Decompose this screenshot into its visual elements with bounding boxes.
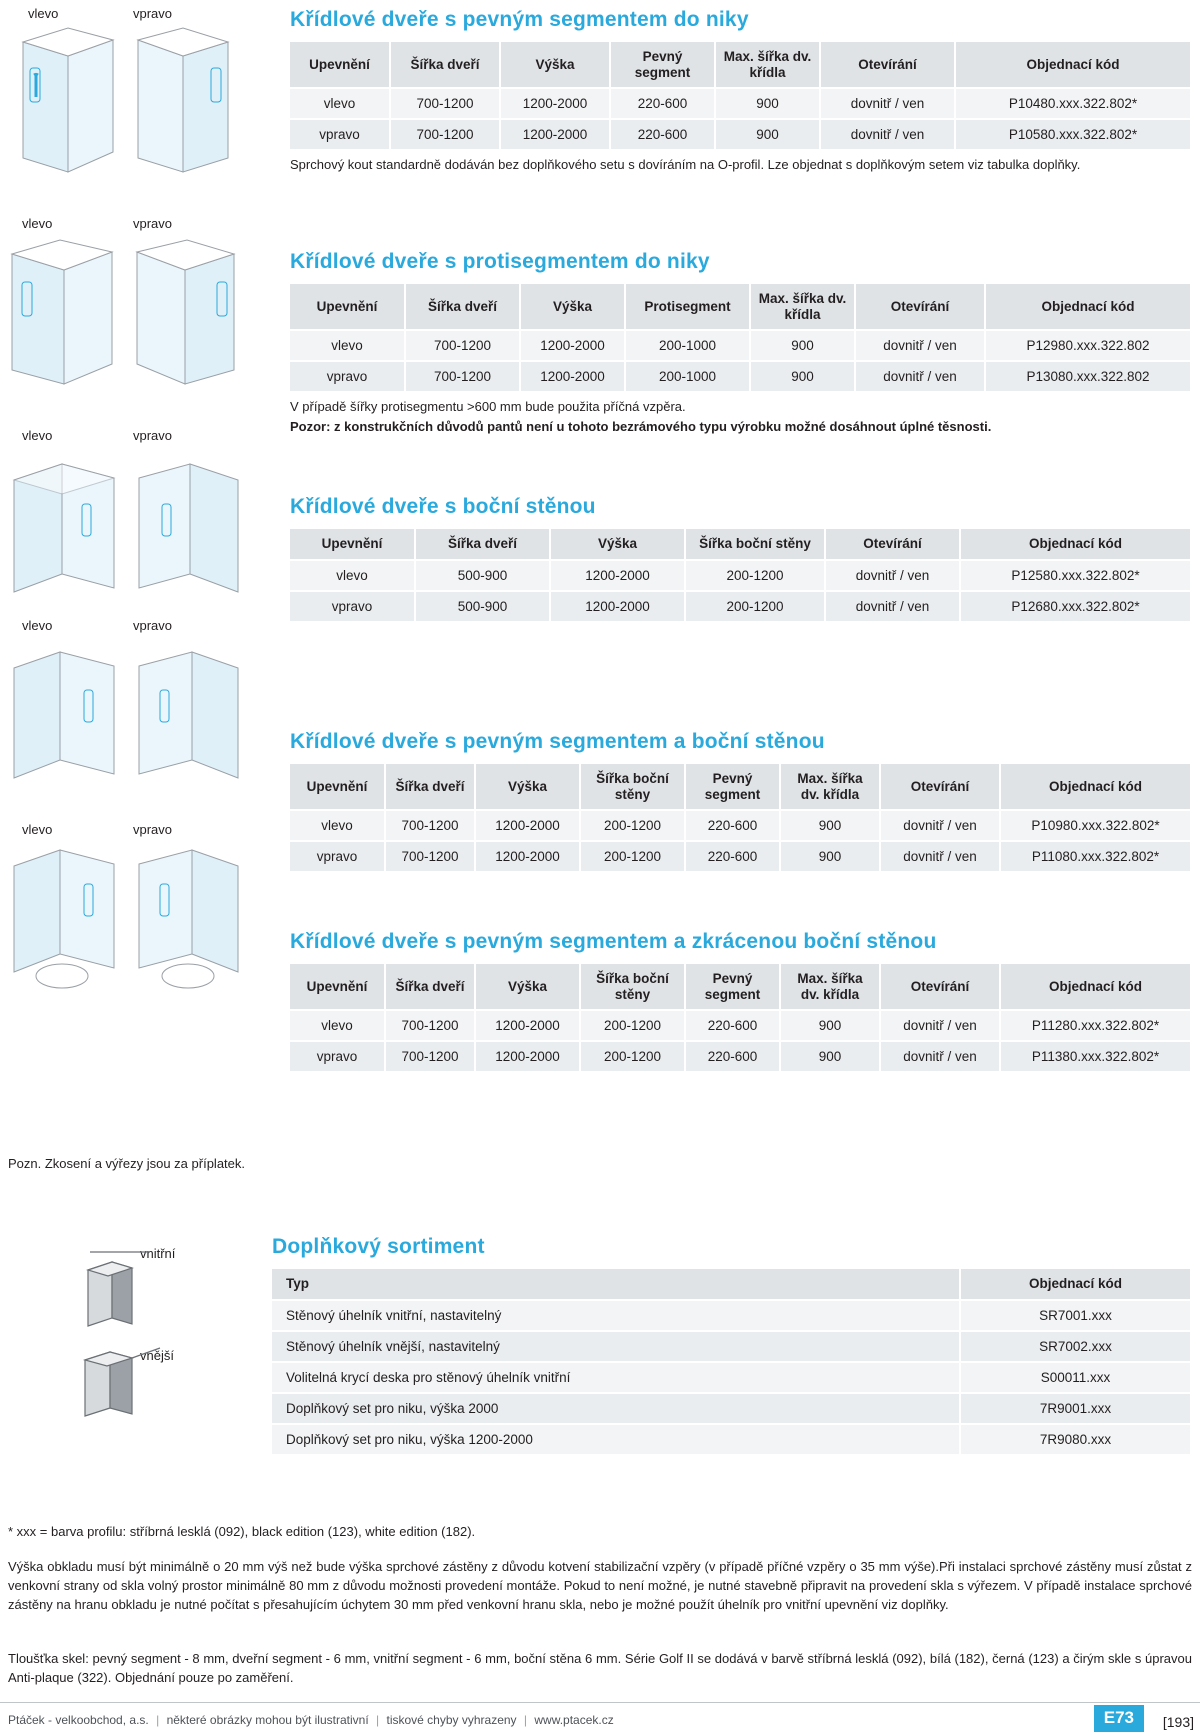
footer-website-link[interactable]: www.ptacek.cz: [534, 1713, 614, 1727]
cell-vyska: 1200-2000: [550, 591, 685, 621]
cell-bocni: 200-1200: [580, 841, 685, 871]
cell-upevneni: vpravo: [290, 841, 385, 871]
table-row: [290, 88, 1190, 119]
cell-otevirani: dovnitř / ven: [820, 88, 955, 119]
cell-kod: P11380.xxx.322.802*: [1000, 1041, 1190, 1071]
figure-nika-protisegment: [2, 230, 257, 390]
table-header-row: [290, 964, 1190, 1010]
th-vyska: Výška: [500, 42, 610, 88]
cell-otevirani: dovnitř / ven: [855, 361, 985, 391]
table-row: [272, 1331, 1190, 1362]
footnote-paragraph-1: Výška obkladu musí být minimálně o 20 mm výš než bude výška sprchové zástěny z důvodu kotvení stabilizační vzpěry (v případě příčné vzpěry o 35 mm výše).Při instalaci sprchové zástěny musí zůstat z venkovní strany od skla volný prostor minimálně 80 mm z důvodu možnosti provedení montáže. Pokud to není možné, je nutné stavebně připravit na provedení skla s výřezem. V případě instalace sprchové zástěny na hranu obkladu je nutné počítat s přesahujícím úchytem 30 mm před venkovní hranu skla, nebo je možné použít úhelník pro vnitřní upevnění viz doplňky.: [8, 1559, 1192, 1612]
footer-info: [8, 1713, 614, 1727]
cell-maxsirka: 900: [750, 330, 855, 361]
cell-segment: 220-600: [685, 841, 780, 871]
cell-bocni: 200-1200: [580, 1041, 685, 1071]
cell-kod: SR7002.xxx: [960, 1331, 1190, 1362]
th-upevneni: Upevnění: [290, 964, 385, 1010]
section-1: [290, 8, 1190, 174]
footer-separator-3: |: [523, 1713, 528, 1727]
table-row: [290, 560, 1190, 591]
section-5: [290, 930, 1190, 1071]
accessory-label-vnitrni: vnitřní: [140, 1246, 176, 1261]
table-row: [272, 1362, 1190, 1393]
cell-sirka: 700-1200: [385, 841, 475, 871]
footnote-colors: [8, 1523, 1192, 1542]
cell-kod: P10480.xxx.322.802*: [955, 88, 1190, 119]
th-otevirani: Otevírání: [855, 284, 985, 330]
cell-upevneni: vlevo: [290, 560, 415, 591]
cell-bocni: 200-1200: [580, 810, 685, 841]
cell-typ: Stěnový úhelník vnější, nastavitelný: [272, 1331, 960, 1362]
th-max-sirka: Max. šířka dv. křídla: [715, 42, 820, 88]
cell-otevirani: dovnitř / ven: [880, 810, 1000, 841]
th-protisegment: Protisegment: [625, 284, 750, 330]
th-objednaci-kod: Objednací kód: [960, 529, 1190, 560]
th-otevirani: Otevírání: [820, 42, 955, 88]
cell-kod: P10980.xxx.322.802*: [1000, 810, 1190, 841]
cell-sirka: 500-900: [415, 591, 550, 621]
cell-bocni: 200-1200: [580, 1010, 685, 1041]
cell-otevirani: dovnitř / ven: [880, 841, 1000, 871]
table-header-row: [290, 42, 1190, 88]
cell-kod: SR7001.xxx: [960, 1300, 1190, 1331]
accessories-section: [272, 1235, 1190, 1454]
cell-maxsirka: 900: [780, 810, 880, 841]
th-pevny-segment: Pevný segment: [685, 964, 780, 1010]
figure-label-vpravo-2: vpravo: [133, 216, 173, 231]
cell-sirka: 700-1200: [390, 88, 500, 119]
section-5-table: [290, 964, 1190, 1071]
footnote-paragraph-2: Tloušťka skel: pevný segment - 8 mm, dveřní segment - 6 mm, vnitřní segment - 6 mm, boční stěna 6 mm. Série Golf II se dodává v barvě stříbrná lesklá (092), bílá (182), černá (123) a čirým skle s úpravou Anti-plaque (322). Objednání pouze po zaměření.: [8, 1651, 1192, 1685]
th-objednaci-kod: Objednací kód: [960, 1269, 1190, 1300]
cell-upevneni: vlevo: [290, 1010, 385, 1041]
table-row: [272, 1300, 1190, 1331]
cell-sirka: 500-900: [415, 560, 550, 591]
th-sirka-bocni-steny: Šířka boční stěny: [580, 964, 685, 1010]
figure-label-vlevo-1: vlevo: [28, 6, 59, 21]
footer-separator-2: |: [376, 1713, 380, 1727]
cell-vyska: 1200-2000: [520, 330, 625, 361]
th-upevneni: Upevnění: [290, 764, 385, 810]
cell-vyska: 1200-2000: [475, 810, 580, 841]
cell-protisegment: 200-1000: [625, 330, 750, 361]
cell-segment: 220-600: [685, 1010, 780, 1041]
th-vyska: Výška: [475, 964, 580, 1010]
th-pevny-segment: Pevný segment: [610, 42, 715, 88]
th-upevneni: Upevnění: [290, 42, 390, 88]
section-4: [290, 730, 1190, 871]
cell-sirka: 700-1200: [385, 810, 475, 841]
figure-label-vpravo-5: vpravo: [133, 822, 173, 837]
th-sirka-dveri: Šířka dveří: [385, 764, 475, 810]
figure-zkracena-bocni-stena: [2, 836, 257, 1006]
section-5-title: Křídlové dveře s pevným segmentem a zkrácenou boční stěnou: [290, 930, 937, 953]
figure-label-vlevo-4: vlevo: [22, 618, 53, 633]
figure-label-vpravo-4: vpravo: [133, 618, 173, 633]
cell-otevirani: dovnitř / ven: [820, 119, 955, 149]
cell-typ: Stěnový úhelník vnitřní, nastavitelný: [272, 1300, 960, 1331]
cell-kod: S00011.xxx: [960, 1362, 1190, 1393]
th-sirka-dveri: Šířka dveří: [415, 529, 550, 560]
cell-protisegment: 200-1000: [625, 361, 750, 391]
figure-wall-bracket: [60, 1240, 180, 1440]
cell-vyska: 1200-2000: [520, 361, 625, 391]
th-vyska: Výška: [550, 529, 685, 560]
th-sirka-dveri: Šířka dveří: [385, 964, 475, 1010]
cell-kod: 7R9001.xxx: [960, 1393, 1190, 1424]
cell-segment: 220-600: [610, 119, 715, 149]
accessories-title: Doplňkový sortiment: [272, 1235, 485, 1258]
cell-maxsirka: 900: [780, 1041, 880, 1071]
figure-label-vpravo-3: vpravo: [133, 428, 173, 443]
figure-bocni-stena: [2, 442, 257, 602]
cell-maxsirka: 900: [715, 88, 820, 119]
section-2-table: [290, 284, 1190, 391]
cell-kod: P11280.xxx.322.802*: [1000, 1010, 1190, 1041]
th-objednaci-kod: Objednací kód: [985, 284, 1190, 330]
cell-otevirani: dovnitř / ven: [855, 330, 985, 361]
cell-vyska: 1200-2000: [500, 88, 610, 119]
table-header-row: [272, 1269, 1190, 1300]
table-header-row: [290, 764, 1190, 810]
footer-note-2: tiskové chyby vyhrazeny: [386, 1713, 517, 1727]
table-row: [290, 1041, 1190, 1071]
table-row: [272, 1424, 1190, 1454]
cell-kod: P12980.xxx.322.802: [985, 330, 1190, 361]
middle-note: Pozn. Zkosení a výřezy jsou za příplatek.: [8, 1156, 245, 1171]
section-3-title: Křídlové dveře s boční stěnou: [290, 495, 596, 518]
cell-sirka: 700-1200: [385, 1041, 475, 1071]
cell-kod: 7R9080.xxx: [960, 1424, 1190, 1454]
cell-upevneni: vpravo: [290, 1041, 385, 1071]
section-4-title: Křídlové dveře s pevným segmentem a boční stěnou: [290, 730, 825, 753]
cell-upevneni: vpravo: [290, 361, 405, 391]
cell-upevneni: vlevo: [290, 330, 405, 361]
table-row: [290, 119, 1190, 149]
cell-kod: P13080.xxx.322.802: [985, 361, 1190, 391]
figure-nika-pevny-segment: [8, 20, 258, 180]
cell-otevirani: dovnitř / ven: [880, 1010, 1000, 1041]
cell-sirka: 700-1200: [405, 361, 520, 391]
section-4-table: [290, 764, 1190, 871]
section-2-title: Křídlové dveře s protisegmentem do niky: [290, 250, 710, 273]
table-row: [290, 591, 1190, 621]
cell-maxsirka: 900: [780, 841, 880, 871]
th-sirka-dveri: Šířka dveří: [390, 42, 500, 88]
cell-kod: P10580.xxx.322.802*: [955, 119, 1190, 149]
cell-vyska: 1200-2000: [500, 119, 610, 149]
table-row: [290, 330, 1190, 361]
table-row: [290, 361, 1190, 391]
cell-segment: 220-600: [685, 1041, 780, 1071]
th-objednaci-kod: Objednací kód: [1000, 964, 1190, 1010]
th-upevneni: Upevnění: [290, 284, 405, 330]
cell-maxsirka: 900: [750, 361, 855, 391]
cell-upevneni: vpravo: [290, 591, 415, 621]
th-otevirani: Otevírání: [880, 764, 1000, 810]
table-header-row: [290, 529, 1190, 560]
figure-label-vlevo-3: vlevo: [22, 428, 53, 443]
section-1-note: Sprchový kout standardně dodáván bez doplňkového setu s dovíráním na O-profil. Lze objednat s doplňkovým setem viz tabulka doplňky.: [290, 157, 1081, 173]
section-3: [290, 495, 1190, 621]
footer-company: Ptáček - velkoobchod, a.s.: [8, 1713, 149, 1727]
th-max-sirka: Max. šířka dv. křídla: [750, 284, 855, 330]
th-otevirani: Otevírání: [825, 529, 960, 560]
th-objednaci-kod: Objednací kód: [955, 42, 1190, 88]
cell-vyska: 1200-2000: [475, 1010, 580, 1041]
cell-maxsirka: 900: [715, 119, 820, 149]
cell-otevirani: dovnitř / ven: [825, 560, 960, 591]
cell-sirka: 700-1200: [390, 119, 500, 149]
table-header-row: [290, 284, 1190, 330]
cell-segment: 220-600: [685, 810, 780, 841]
table-row: [290, 841, 1190, 871]
section-1-title: Křídlové dveře s pevným segmentem do niky: [290, 8, 749, 31]
accessories-table: [272, 1269, 1190, 1454]
cell-vyska: 1200-2000: [475, 841, 580, 871]
cell-upevneni: vlevo: [290, 810, 385, 841]
section-2-note-1: V případě šířky protisegmentu >600 mm bude použita příčná vzpěra.: [290, 399, 686, 415]
figure-label-vlevo-2: vlevo: [22, 216, 53, 231]
cell-typ: Doplňkový set pro niku, výška 2000: [272, 1393, 960, 1424]
th-sirka-bocni-steny: Šířka boční stěny: [580, 764, 685, 810]
page-code-badge: E73: [1094, 1705, 1144, 1732]
page-number: [193]: [1162, 1714, 1194, 1730]
th-otevirani: Otevírání: [880, 964, 1000, 1010]
table-row: [290, 1010, 1190, 1041]
table-row: [290, 810, 1190, 841]
cell-vyska: 1200-2000: [550, 560, 685, 591]
figure-segment-bocni-stena: [2, 632, 257, 792]
cell-otevirani: dovnitř / ven: [825, 591, 960, 621]
th-sirka-bocni-steny: Šířka boční stěny: [685, 529, 825, 560]
cell-segment: 220-600: [610, 88, 715, 119]
cell-kod: P12580.xxx.322.802*: [960, 560, 1190, 591]
cell-upevneni: vlevo: [290, 88, 390, 119]
section-2-note-2: Pozor: z konstrukčních důvodů pantů není u tohoto bezrámového typu výrobku možné dosáhnout úplné těsnosti.: [290, 418, 992, 434]
cell-typ: Doplňkový set pro niku, výška 1200-2000: [272, 1424, 960, 1454]
footnote-colors-text: * xxx = barva profilu: stříbrná lesklá (092), black edition (123), white edition (182).: [8, 1524, 476, 1539]
cell-kod: P12680.xxx.322.802*: [960, 591, 1190, 621]
cell-typ: Volitelná krycí deska pro stěnový úhelník vnitřní: [272, 1362, 960, 1393]
th-vyska: Výška: [520, 284, 625, 330]
footer-separator-1: |: [156, 1713, 160, 1727]
th-pevny-segment: Pevný segment: [685, 764, 780, 810]
cell-upevneni: vpravo: [290, 119, 390, 149]
cell-vyska: 1200-2000: [475, 1041, 580, 1071]
cell-otevirani: dovnitř / ven: [880, 1041, 1000, 1071]
th-typ: Typ: [272, 1269, 960, 1300]
section-3-table: [290, 529, 1190, 621]
cell-bocni: 200-1200: [685, 560, 825, 591]
th-max-sirka: Max. šířka dv. křídla: [780, 964, 880, 1010]
th-vyska: Výška: [475, 764, 580, 810]
th-max-sirka: Max. šířka dv. křídla: [780, 764, 880, 810]
section-1-table: [290, 42, 1190, 149]
cell-kod: P11080.xxx.322.802*: [1000, 841, 1190, 871]
table-row: [272, 1393, 1190, 1424]
cell-maxsirka: 900: [780, 1010, 880, 1041]
cell-bocni: 200-1200: [685, 591, 825, 621]
th-upevneni: Upevnění: [290, 529, 415, 560]
section-2: [290, 250, 1190, 435]
cell-sirka: 700-1200: [405, 330, 520, 361]
accessory-label-vnejsi: vnější: [140, 1348, 174, 1363]
footer-note-1: některé obrázky mohou být ilustrativní: [166, 1713, 369, 1727]
th-objednaci-kod: Objednací kód: [1000, 764, 1190, 810]
th-sirka-dveri: Šířka dveří: [405, 284, 520, 330]
cell-sirka: 700-1200: [385, 1010, 475, 1041]
figure-label-vlevo-5: vlevo: [22, 822, 53, 837]
figure-label-vpravo-1: vpravo: [133, 6, 173, 21]
